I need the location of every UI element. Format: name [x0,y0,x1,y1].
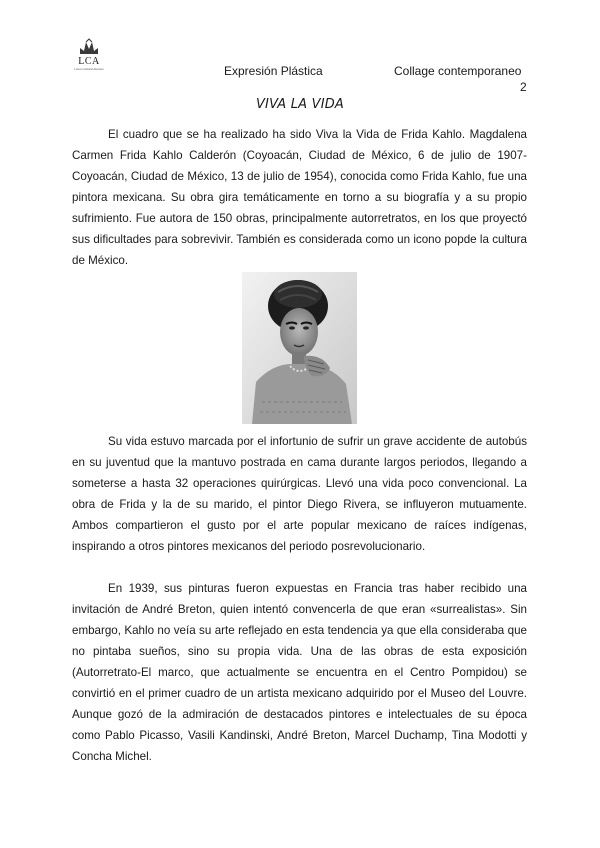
crown-icon [77,38,101,56]
logo-text: LCA [78,56,100,67]
paragraph-intro: El cuadro que se ha realizado ha sido Viva la Vida de Frida Kahlo. Magdalena Carmen Frida Kahlo Calderón (Coyoacán, Ciudad de México, 6 de julio de 1907-Coyoacán, Ciudad de México, 13 de julio de 1954), conocida como Frida Kahlo, fue una pintora mexicana. Su obra gira temáticamente en torno a su biografía y a su propio sufrimiento. Fue autora de 150 obras, principalmente autorretratos, en los que proyectó sus dificultades para sobrevivir. También es considerada como un icono popde la cultura de México. [72,128,527,267]
paragraph-exhibition: En 1939, sus pinturas fueron expuestas en Francia tras haber recibido una invitación de André Breton, quien intentó convencerla de que eran «surrealistas». Sin embargo, Kahlo no veía su arte reflejado en esta tendencia ya que ella consideraba que no pintaba sueños, sino su propia vida. Una de las obras de esta exposición (Autorretrato-El marco, que actualmente se encuentra en el Centro Pompidou) se convirtió en el primer cuadro de un artista mexicano adquirido por el Museo del Louvre. Aunque gozó de la admiración de destacados pintores e intelectuales de su época como Pablo Picasso, Vasili Kandinski, André Breton, Marcel Duchamp, Tina Modotti y Concha Michel. [72,582,527,763]
school-logo [72,38,106,71]
page-number: 2 [520,80,527,94]
header-subject: Expresión Plástica [224,64,323,78]
header-topic: Collage contemporaneo [394,64,522,78]
document-title: VIVA LA VIDA [255,97,345,112]
logo-subtext: Liceo Cultural Aleman [74,67,104,71]
paragraph-life: Su vida estuvo marcada por el infortunio de sufrir un grave accidente de autobús en su juventud que la mantuvo postrada en cama durante largos periodos, llegando a someterse a hasta 32 operaciones quirúrgicas. Llevó una vida poco convencional. La obra de Frida y la de su marido, el pintor Diego Rivera, se influyeron mutuamente. Ambos compartieron el gusto por el arte popular mexicano de raíces indígenas, inspirando a otros pintores mexicanos del periodo posrevolucionario. [72,435,527,553]
frida-kahlo-portrait [242,272,357,424]
